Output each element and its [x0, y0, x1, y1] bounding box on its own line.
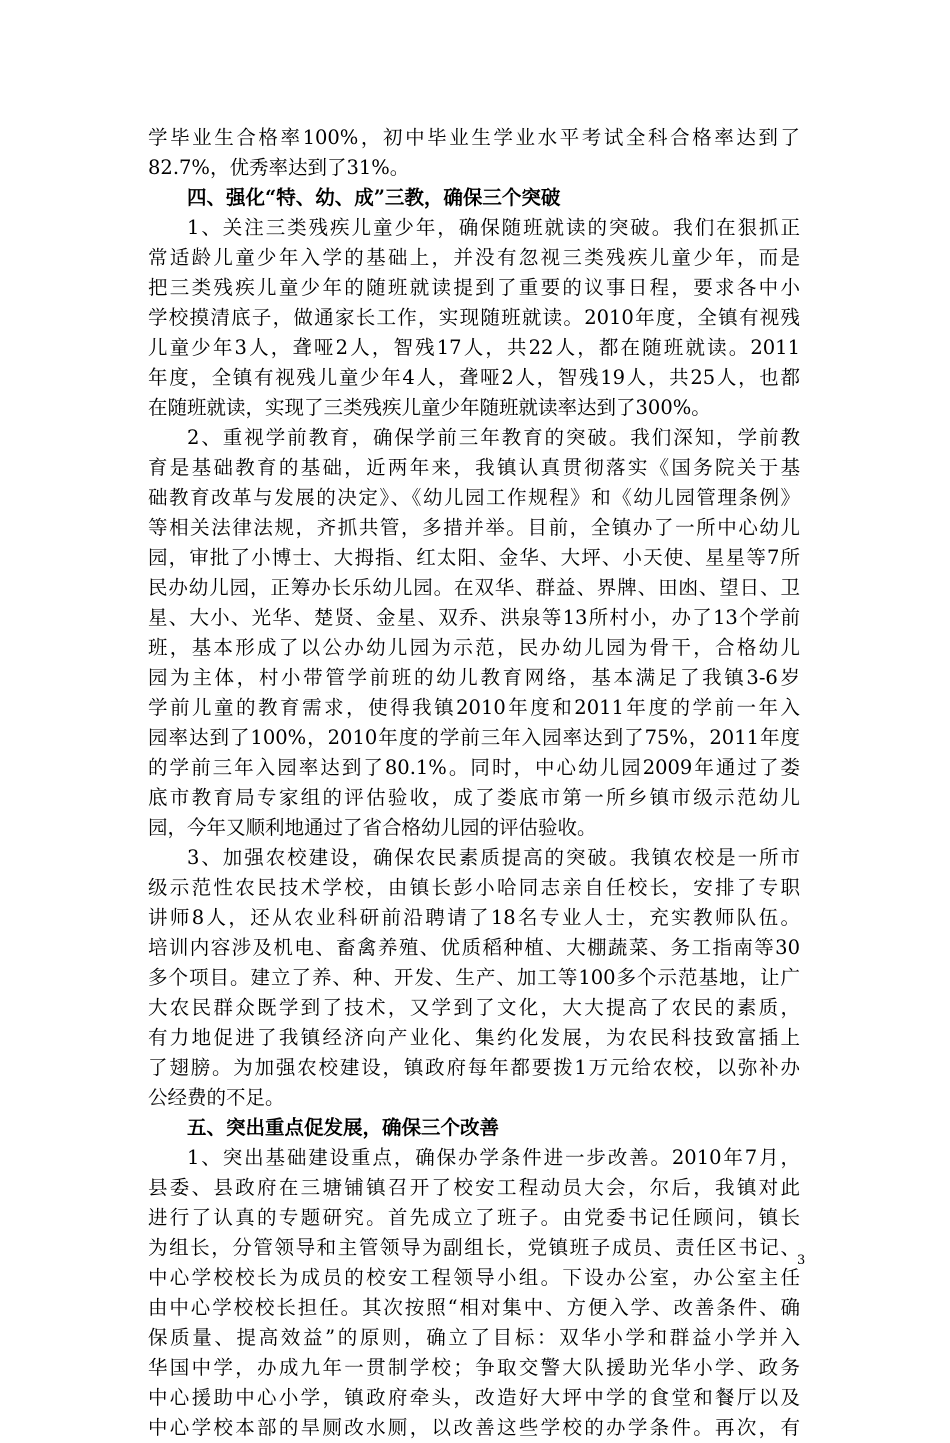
text-line: 县委、县政府在三塘铺镇召开了校安工程动员大会，尔后，我镇对此 — [148, 1176, 800, 1199]
text-line: 3、加强农校建设，确保农民素质提高的突破。我镇农校是一所市 — [187, 846, 800, 869]
text-line: 础教育改革与发展的决定》、《幼儿园工作规程》和《幼儿园管理条例》 — [148, 486, 800, 509]
text-line: 班，基本形成了以公办幼儿园为示范，民办幼儿园为骨干，合格幼儿 — [148, 636, 800, 659]
text-line: 华国中学，办成九年一贯制学校；争取交警大队援助光华小学、政务 — [148, 1356, 800, 1379]
text-line: 中心学校校长为成员的校安工程领导小组。下设办公室，办公室主任 — [148, 1266, 800, 1289]
text-line: 把三类残疾儿童少年的随班就读提到了重要的议事日程，要求各中小 — [148, 276, 800, 299]
text-line: 中心援助中心小学，镇政府牵头，改造好大坪中学的食堂和餐厅以及 — [148, 1386, 800, 1409]
text-line: 82.7%，优秀率达到了31%。 — [148, 156, 410, 179]
text-line: 年度，全镇有视残儿童少年4人，聋哑2人，智残19人，共25人，也都 — [148, 366, 800, 389]
text-line: 学前儿童的教育需求，使得我镇2010年度和2011年度的学前一年入 — [148, 696, 800, 719]
text-line: 园，审批了小博士、大拇指、红太阳、金华、大坪、小天使、星星等7所 — [148, 546, 800, 569]
section-heading: 五、突出重点促发展，确保三个改善 — [187, 1116, 500, 1139]
text-line: 园，今年又顺利地通过了省合格幼儿园的评估验收。 — [148, 816, 597, 839]
text-line: 讲师8人，还从农业科研前沿聘请了18名专业人士，充实教师队伍。 — [148, 906, 800, 929]
text-line: 1、关注三类残疾儿童少年，确保随班就读的突破。我们在狠抓正 — [187, 216, 800, 239]
text-line: 的学前三年入园率达到了80.1%。同时，中心幼儿园2009年通过了娄 — [148, 756, 800, 779]
text-line: 育是基础教育的基础，近两年来，我镇认真贯彻落实《国务院关于基 — [148, 456, 800, 479]
text-line: 等相关法律法规，齐抓共管，多措并举。目前，全镇办了一所中心幼儿 — [148, 516, 800, 539]
text-line: 民办幼儿园，正筹办长乐幼儿园。在双华、群益、界牌、田凼、望日、卫 — [148, 576, 800, 599]
text-line: 园率达到了100%，2010年度的学前三年入园率达到了75%，2011年度 — [148, 726, 800, 749]
text-line: 了翅膀。为加强农校建设，镇政府每年都要拨1万元给农校，以弥补办 — [148, 1056, 800, 1079]
text-line: 1、突出基础建设重点，确保办学条件进一步改善。2010年7月， — [187, 1146, 800, 1169]
text-line: 中心学校本部的旱厕改水厕，以改善这些学校的办学条件。再次，有 — [148, 1416, 800, 1439]
text-line: 有力地促进了我镇经济向产业化、集约化发展，为农民科技致富插上 — [148, 1026, 800, 1049]
text-line: 学毕业生合格率100%，初中毕业生学业水平考试全科合格率达到了 — [148, 126, 800, 149]
page-number: 3 — [797, 1253, 806, 1268]
text-line: 保质量、提高效益”的原则，确立了目标：双华小学和群益小学并入 — [148, 1326, 800, 1349]
text-line: 底市教育局专家组的评估验收，成了娄底市第一所乡镇市级示范幼儿 — [148, 786, 800, 809]
text-line: 多个项目。建立了养、种、开发、生产、加工等100多个示范基地，让广 — [148, 966, 800, 989]
text-line: 园为主体，村小带管学前班的幼儿教育网络，基本满足了我镇3-6岁 — [148, 666, 800, 689]
text-line: 星、大小、光华、楚贤、金星、双乔、洪泉等13所村小，办了13个学前 — [148, 606, 800, 629]
text-line: 级示范性农民技术学校，由镇长彭小哈同志亲自任校长，安排了专职 — [148, 876, 800, 899]
document-body — [148, 123, 800, 1443]
text-line: 常适龄儿童少年入学的基础上，并没有忽视三类残疾儿童少年，而是 — [148, 246, 800, 269]
text-line: 公经费的不足。 — [148, 1086, 285, 1109]
text-line: 儿童少年3人，聋哑2人，智残17人，共22人，都在随班就读。2011 — [148, 336, 800, 359]
text-line: 大农民群众既学到了技术，又学到了文化，大大提高了农民的素质， — [148, 996, 800, 1019]
text-line: 培训内容涉及机电、畜禽养殖、优质稻种植、大棚蔬菜、务工指南等30 — [148, 936, 800, 959]
text-line: 进行了认真的专题研究。首先成立了班子。由党委书记任顾问，镇长 — [148, 1206, 800, 1229]
text-line: 为组长，分管领导和主管领导为副组长，党镇班子成员、责任区书记、 — [148, 1236, 800, 1259]
section-heading: 四、强化“特、幼、成”三教，确保三个突破 — [187, 186, 561, 209]
text-line: 2、重视学前教育，确保学前三年教育的突破。我们深知，学前教 — [187, 426, 800, 449]
text-line: 学校摸清底子，做通家长工作，实现随班就读。2010年度，全镇有视残 — [148, 306, 800, 329]
text-line: 由中心学校校长担任。其次按照“相对集中、方便入学、改善条件、确 — [148, 1296, 800, 1319]
text-line: 在随班就读，实现了三类残疾儿童少年随班就读率达到了300%。 — [148, 396, 711, 419]
